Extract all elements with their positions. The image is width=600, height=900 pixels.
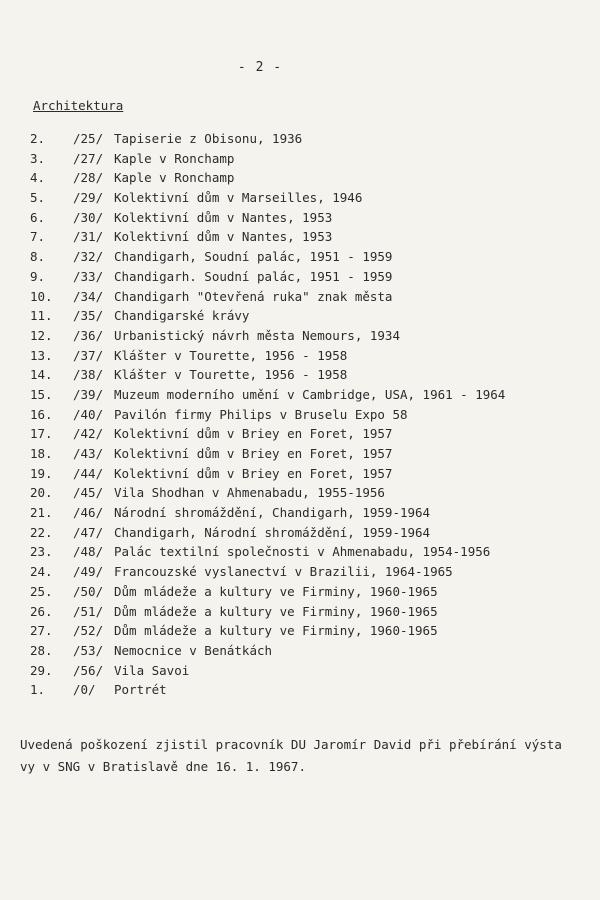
item-number: 18. [30, 446, 53, 461]
damage-note [20, 734, 600, 778]
item-reference: /49/ [73, 564, 104, 580]
item-reference: /27/ [73, 150, 104, 166]
list-item [0, 680, 600, 700]
item-number: 4. [30, 170, 46, 186]
item-title: Muzeum moderního umění v Cambridge, USA, 1961 - 1964 [114, 386, 506, 402]
item-reference: /52/ [73, 623, 104, 639]
item-reference: /50/ [73, 583, 104, 599]
list-item [0, 542, 600, 562]
item-reference: /42/ [73, 426, 104, 442]
item-reference: /34/ [73, 288, 104, 304]
item-number: 11. [30, 308, 53, 324]
list-item [0, 365, 600, 385]
item-number: 23. [30, 544, 53, 560]
item-title: Národní shromáždění, Chandigarh, 1959-1964 [114, 505, 431, 521]
item-title: Portrét [114, 682, 167, 698]
item-number: 13. [30, 347, 53, 363]
item-number: 29. [30, 662, 53, 678]
item-reference: /40/ [73, 406, 104, 422]
item-reference: /29/ [73, 190, 104, 206]
list-item [0, 208, 600, 228]
item-reference: /47/ [73, 524, 104, 540]
list-item [0, 483, 600, 503]
list-item [0, 188, 600, 208]
list-item [0, 267, 600, 287]
item-number: 12. [30, 327, 53, 343]
item-reference: /32/ [73, 249, 104, 265]
list-item [0, 562, 600, 582]
item-number: 8. [30, 249, 46, 265]
item-number: 22. [30, 524, 53, 540]
item-title: Chandigarh "Otevřená ruka" znak města [114, 288, 393, 304]
item-number: 16. [30, 406, 53, 422]
list-item [0, 346, 600, 366]
list-item [0, 523, 600, 543]
item-title: Dům mládeže a kultury ve Firminy, 1960-1965 [114, 623, 438, 639]
item-reference: /0/ [73, 682, 96, 698]
item-number: 19. [30, 465, 53, 481]
item-title: Chandigarské krávy [114, 308, 250, 324]
item-title: Vila Shodhan v Ahmenabadu, 1955-1956 [114, 485, 385, 501]
list-item [0, 621, 600, 641]
item-title: Kolektivní dům v Briey en Foret, 1957 [114, 426, 393, 442]
item-number: 17. [30, 426, 53, 442]
item-number: 26. [30, 603, 53, 619]
list-item [0, 149, 600, 169]
item-reference: /37/ [73, 347, 104, 363]
item-reference: /30/ [73, 209, 104, 225]
list-item [0, 464, 600, 484]
item-title: Dům mládeže a kultury ve Firminy, 1960-1965 [114, 583, 438, 599]
list-item [0, 503, 600, 523]
item-reference: /31/ [73, 229, 104, 245]
item-number: 14. [30, 367, 53, 383]
item-title: Klášter v Tourette, 1956 - 1958 [114, 367, 348, 383]
item-number: 2. [30, 131, 46, 146]
list-item [0, 602, 600, 622]
item-title: Kaple v Ronchamp [114, 170, 235, 186]
item-reference: /36/ [73, 327, 104, 343]
item-reference: /46/ [73, 505, 104, 521]
list-item [0, 641, 600, 661]
list-item [0, 661, 600, 681]
item-number: 9. [30, 268, 46, 284]
item-number: 5. [30, 190, 46, 206]
item-number: 24. [30, 564, 53, 580]
item-number: 7. [30, 229, 46, 245]
item-title: Kolektivní dům v Briey en Foret, 1957 [114, 465, 393, 481]
item-title: Kolektivní dům v Marseilles, 1946 [114, 190, 363, 206]
note-line-1: Uvedená poškození zjistil pracovník DU Jaromír David při přebírání výsta [20, 737, 562, 752]
item-title: Tapiserie z Obisonu, 1936 [114, 131, 303, 146]
item-reference: /43/ [73, 446, 104, 461]
item-number: 1. [30, 682, 46, 698]
item-reference: /33/ [73, 268, 104, 284]
item-title: Chandigarh, Národní shromáždění, 1959-1964 [114, 524, 431, 540]
list-item [0, 326, 600, 346]
list-item [0, 247, 600, 267]
item-title: Kaple v Ronchamp [114, 150, 235, 166]
item-reference: /48/ [73, 544, 104, 560]
item-title: Chandigarh, Soudní palác, 1951 - 1959 [114, 249, 393, 265]
item-number: 15. [30, 386, 53, 402]
item-reference: /51/ [73, 603, 104, 619]
item-number: 21. [30, 505, 53, 521]
list-item [0, 405, 600, 425]
item-title: Nemocnice v Benátkách [114, 642, 273, 658]
item-title: Francouzské vyslanectví v Brazilii, 1964-1965 [114, 564, 453, 580]
item-title: Vila Savoi [114, 662, 190, 678]
list-item [0, 306, 600, 326]
list-item [0, 168, 600, 188]
item-reference: /39/ [73, 386, 104, 402]
item-title: Pavilón firmy Philips v Bruselu Expo 58 [114, 406, 408, 422]
item-title: Kolektivní dům v Nantes, 1953 [114, 209, 333, 225]
item-number: 3. [30, 150, 46, 166]
item-title: Kolektivní dům v Nantes, 1953 [114, 229, 333, 245]
list-item [0, 385, 600, 405]
page-number: - 2 - [237, 60, 283, 75]
item-number: 10. [30, 288, 53, 304]
item-reference: /28/ [73, 170, 104, 186]
item-number: 28. [30, 642, 53, 658]
list-item [0, 444, 600, 464]
item-number: 20. [30, 485, 53, 501]
item-title: Urbanistický návrh města Nemours, 1934 [114, 327, 400, 343]
item-title: Dům mládeže a kultury ve Firminy, 1960-1965 [114, 603, 438, 619]
item-title: Klášter v Tourette, 1956 - 1958 [114, 347, 348, 363]
item-title: Palác textilní společnosti v Ahmenabadu, 1954-1956 [114, 544, 491, 560]
section-heading: Architektura [33, 98, 124, 113]
item-list [0, 129, 600, 700]
item-number: 27. [30, 623, 53, 639]
list-item [0, 129, 600, 149]
item-title: Kolektivní dům v Briey en Foret, 1957 [114, 446, 393, 461]
note-line-2: vy v SNG v Bratislavě dne 16. 1. 1967. [20, 759, 306, 774]
list-item [0, 582, 600, 602]
list-item [0, 424, 600, 444]
item-number: 6. [30, 209, 46, 225]
item-reference: /44/ [73, 465, 104, 481]
item-reference: /38/ [73, 367, 104, 383]
item-reference: /56/ [73, 662, 104, 678]
item-reference: /35/ [73, 308, 104, 324]
list-item [0, 227, 600, 247]
list-item [0, 287, 600, 307]
item-reference: /25/ [73, 131, 104, 146]
item-number: 25. [30, 583, 53, 599]
item-reference: /53/ [73, 642, 104, 658]
item-title: Chandigarh. Soudní palác, 1951 - 1959 [114, 268, 393, 284]
item-reference: /45/ [73, 485, 104, 501]
